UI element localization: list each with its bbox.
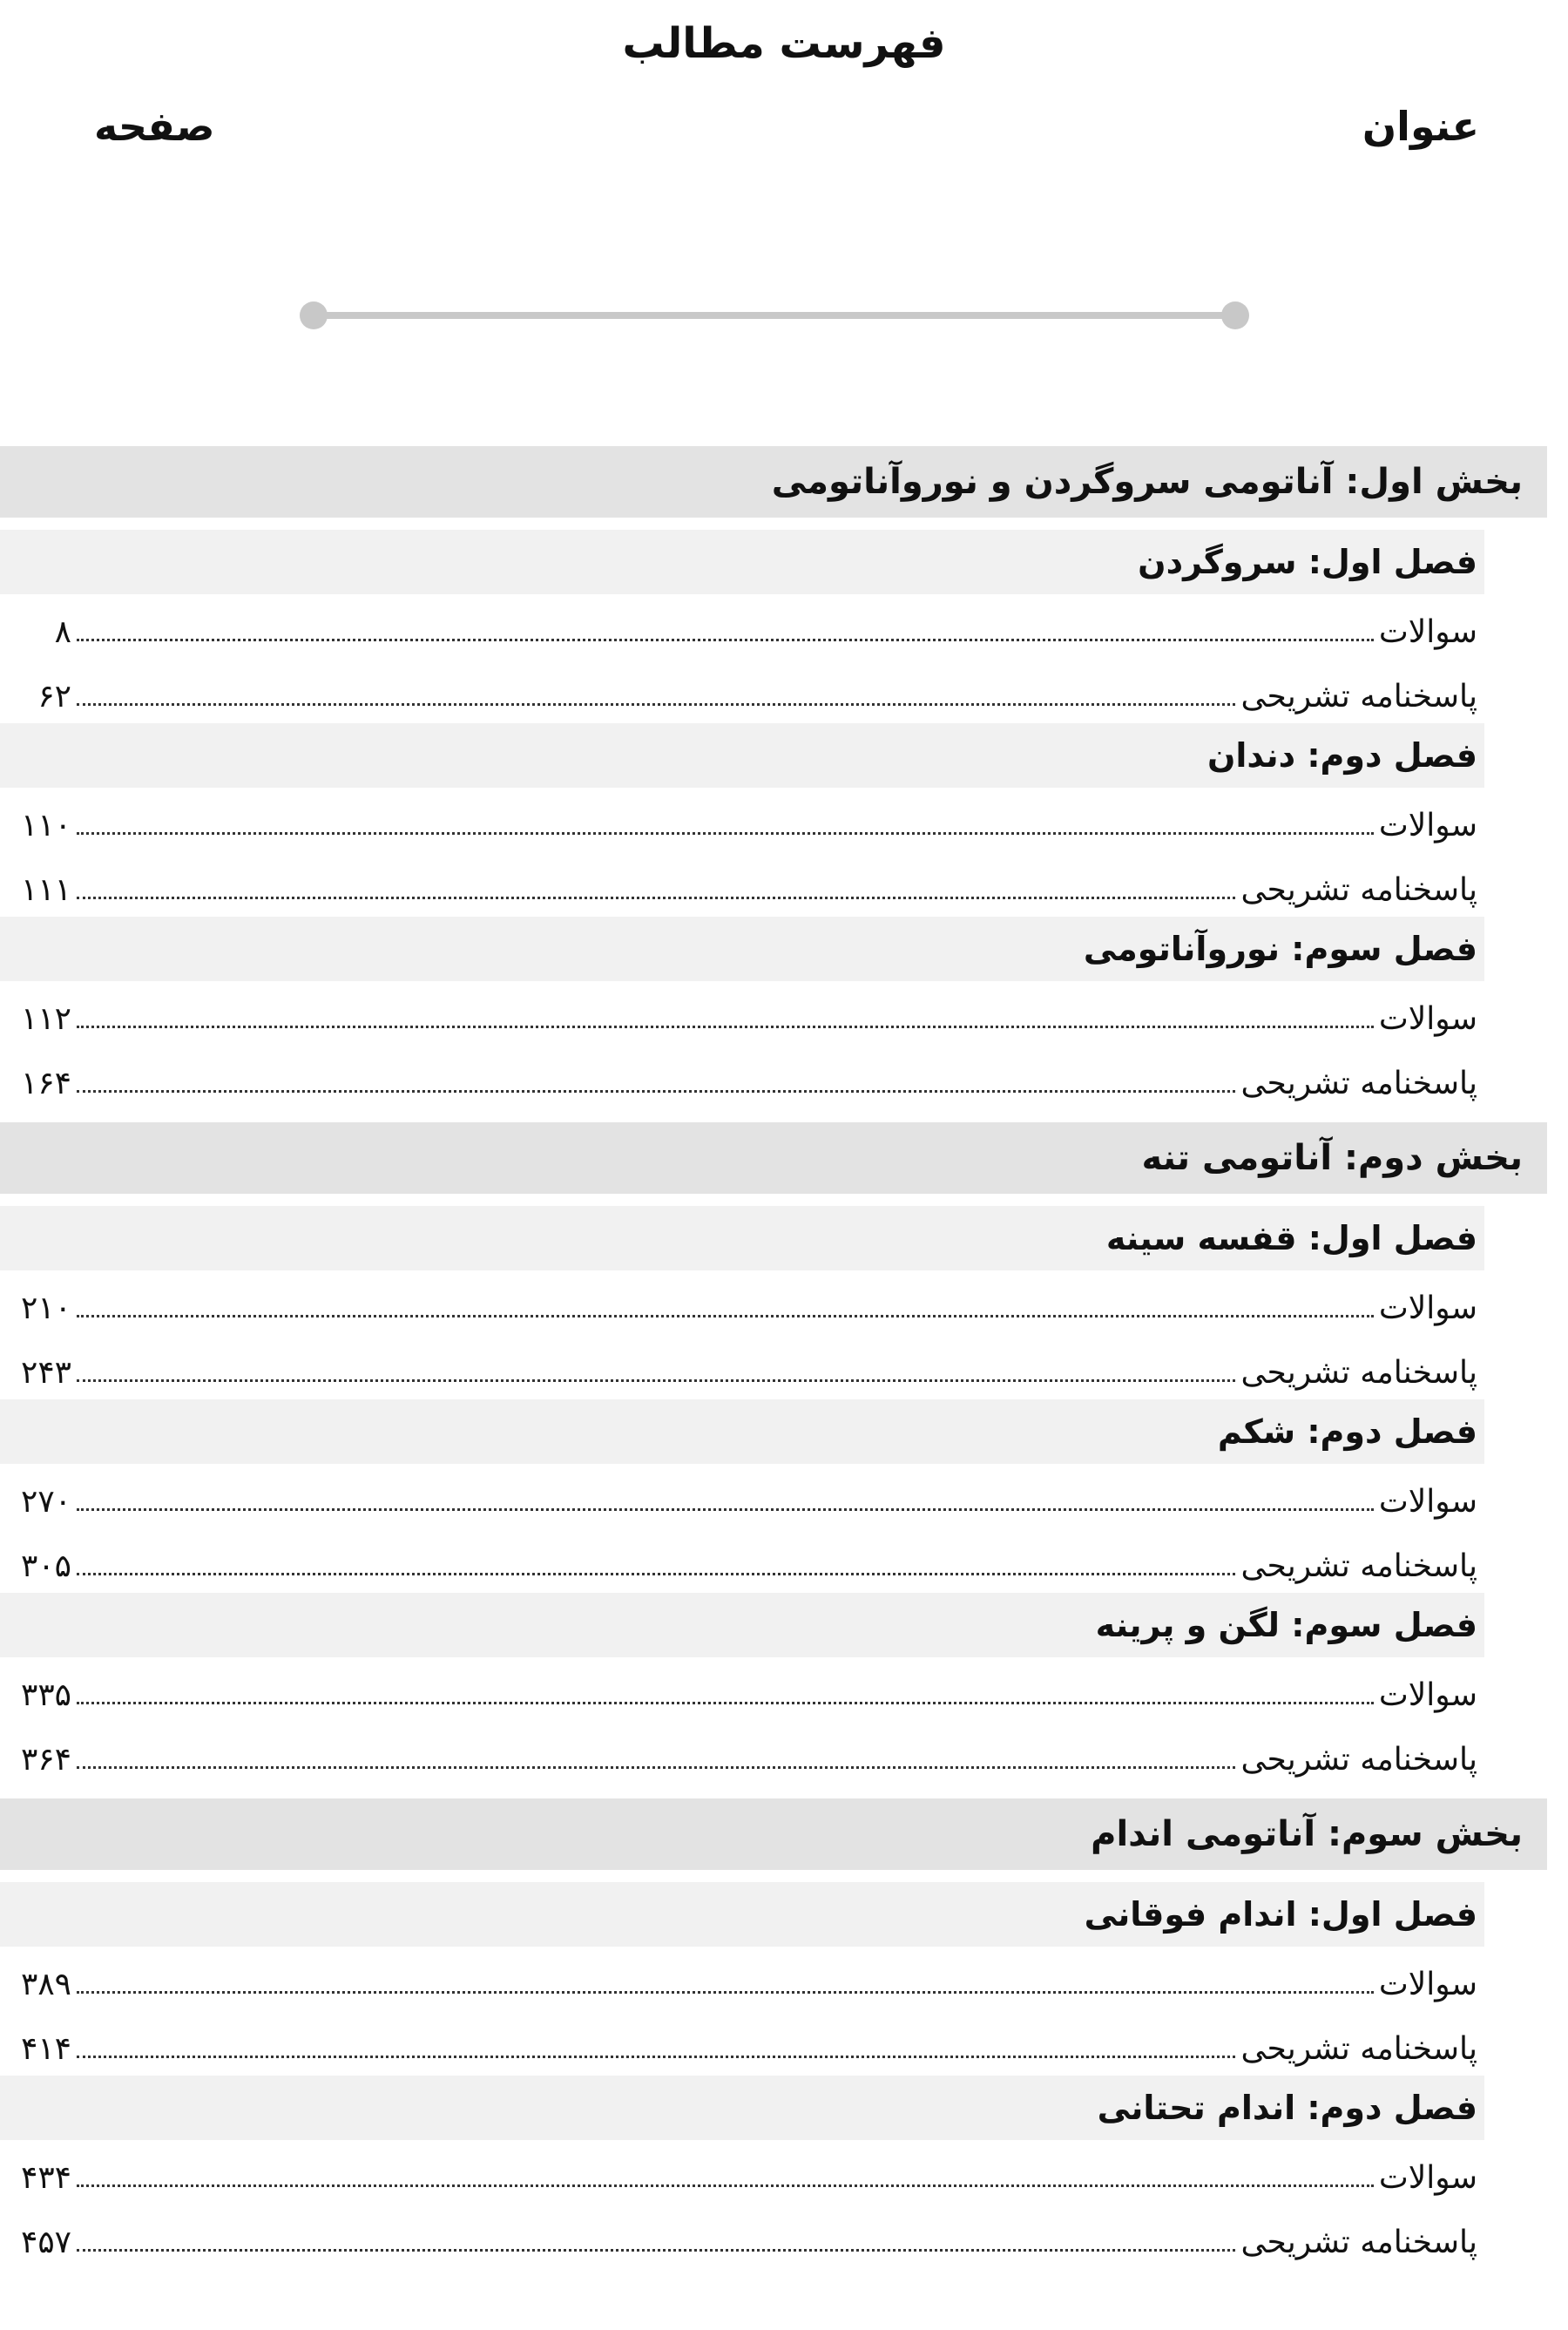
- chapter-heading[interactable]: فصل دوم: دندان: [0, 723, 1484, 788]
- page-number: ۴۱۴: [20, 2031, 71, 2067]
- toc-section: [0, 446, 1568, 1110]
- toc-entry[interactable]: [0, 2205, 1477, 2269]
- toc-section: [0, 1122, 1568, 1786]
- section-heading[interactable]: بخش دوم: آناتومی تنه: [0, 1122, 1547, 1194]
- section-heading[interactable]: بخش اول: آناتومی سروگردن و نوروآناتومی: [0, 446, 1547, 518]
- entry-label: سوالات: [1378, 1677, 1477, 1713]
- chapter-heading[interactable]: فصل اول: قفسه سینه: [0, 1206, 1484, 1270]
- dot-leader: [77, 1764, 1235, 1769]
- toc-entry[interactable]: [0, 1046, 1477, 1110]
- dot-leader: [77, 895, 1235, 899]
- chapter-heading[interactable]: فصل دوم: اندام تحتانی: [0, 2076, 1484, 2140]
- page-number: ۱۱۱: [20, 872, 71, 908]
- toc-entry[interactable]: [0, 1528, 1477, 1593]
- entry-label: سوالات: [1378, 1484, 1477, 1520]
- chapter-heading[interactable]: فصل اول: سروگردن: [0, 530, 1484, 594]
- page-number: ۱۱۲: [20, 1001, 71, 1037]
- table-of-contents: [0, 446, 1568, 2281]
- page-title: فهرست مطالب: [622, 19, 946, 68]
- page-number: ۶۲: [37, 679, 71, 715]
- page-number: ۳۸۹: [20, 1967, 71, 2002]
- entry-label: سوالات: [1378, 808, 1477, 843]
- page-number: ۱۱۰: [20, 808, 71, 843]
- entry-label: پاسخنامه تشریحی: [1240, 1066, 1477, 1101]
- toc-entry[interactable]: [0, 1464, 1477, 1528]
- chapter-heading[interactable]: فصل سوم: لگن و پرینه: [0, 1593, 1484, 1657]
- divider-dot-left: [300, 301, 328, 329]
- chapter-heading[interactable]: فصل دوم: شکم: [0, 1399, 1484, 1464]
- dot-leader: [77, 1700, 1374, 1704]
- toc-entry[interactable]: [0, 1657, 1477, 1722]
- dot-leader: [77, 1024, 1374, 1028]
- column-heading-title: عنوان: [1362, 103, 1479, 150]
- dot-leader: [77, 1571, 1235, 1575]
- chapter-heading[interactable]: فصل اول: اندام فوقانی: [0, 1882, 1484, 1947]
- column-heading-page: صفحه: [94, 103, 215, 150]
- entry-label: پاسخنامه تشریحی: [1240, 1548, 1477, 1584]
- dot-leader: [77, 1507, 1374, 1511]
- dot-leader: [77, 1313, 1374, 1317]
- page-number: ۴۵۷: [20, 2225, 71, 2260]
- page-number: ۴۳۴: [20, 2160, 71, 2196]
- page-number: ۲۱۰: [20, 1290, 71, 1326]
- entry-label: سوالات: [1378, 2160, 1477, 2196]
- toc-entry[interactable]: [0, 2140, 1477, 2205]
- toc-entry[interactable]: [0, 1335, 1477, 1399]
- toc-entry[interactable]: [0, 2011, 1477, 2076]
- entry-label: سوالات: [1378, 1967, 1477, 2002]
- dot-leader: [77, 1989, 1374, 1994]
- dot-leader: [77, 701, 1235, 706]
- dot-leader: [77, 2183, 1374, 2187]
- entry-label: سوالات: [1378, 614, 1477, 650]
- page-number: ۲۷۰: [20, 1484, 71, 1520]
- entry-label: پاسخنامه تشریحی: [1240, 2031, 1477, 2067]
- page-number: ۳۰۵: [20, 1548, 71, 1584]
- dot-leader: [77, 637, 1374, 641]
- page-number: ۱۶۴: [20, 1066, 71, 1101]
- page-number: ۳۳۵: [20, 1677, 71, 1713]
- dot-leader: [77, 2054, 1235, 2058]
- entry-label: پاسخنامه تشریحی: [1240, 872, 1477, 908]
- entry-label: پاسخنامه تشریحی: [1240, 679, 1477, 715]
- toc-entry[interactable]: [0, 1947, 1477, 2011]
- toc-entry[interactable]: [0, 1722, 1477, 1786]
- page-number: ۸: [54, 614, 71, 650]
- decorative-divider: [300, 301, 1249, 329]
- entry-label: پاسخنامه تشریحی: [1240, 1355, 1477, 1391]
- toc-entry[interactable]: [0, 594, 1477, 659]
- chapter-heading[interactable]: فصل سوم: نوروآناتومی: [0, 917, 1484, 981]
- divider-dot-right: [1221, 301, 1249, 329]
- dot-leader: [77, 2247, 1235, 2252]
- divider-bar: [312, 312, 1237, 319]
- page-number: ۲۴۳: [20, 1355, 71, 1391]
- page-number: ۳۶۴: [20, 1742, 71, 1778]
- dot-leader: [77, 1088, 1235, 1093]
- entry-label: پاسخنامه تشریحی: [1240, 1742, 1477, 1778]
- dot-leader: [77, 830, 1374, 835]
- toc-entry[interactable]: [0, 852, 1477, 917]
- entry-label: پاسخنامه تشریحی: [1240, 2225, 1477, 2260]
- toc-entry[interactable]: [0, 1270, 1477, 1335]
- entry-label: سوالات: [1378, 1001, 1477, 1037]
- dot-leader: [77, 1378, 1235, 1382]
- toc-entry[interactable]: [0, 788, 1477, 852]
- section-heading[interactable]: بخش سوم: آناتومی اندام: [0, 1798, 1547, 1870]
- entry-label: سوالات: [1378, 1290, 1477, 1326]
- toc-entry[interactable]: [0, 659, 1477, 723]
- toc-section: [0, 1798, 1568, 2269]
- toc-entry[interactable]: [0, 981, 1477, 1046]
